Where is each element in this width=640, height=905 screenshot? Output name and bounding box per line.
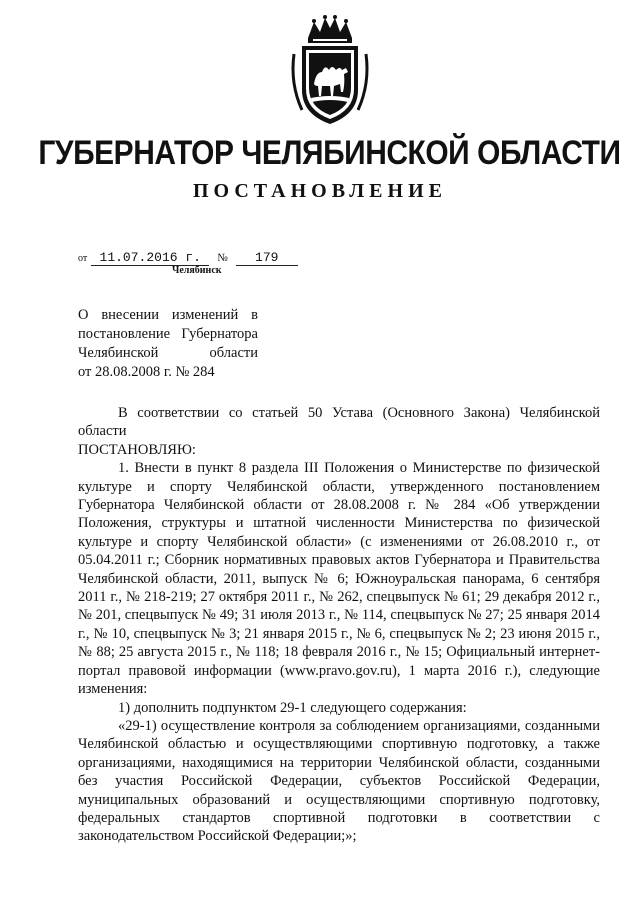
date-field: 11.07.2016 г. — [91, 250, 209, 266]
date-prefix: от — [78, 253, 88, 264]
subject-line: от 28.08.2008 г. № 284 — [78, 364, 215, 380]
coat-of-arms-emblem — [288, 14, 372, 126]
date-number-line — [78, 250, 298, 266]
place-label: Челябинск — [172, 265, 222, 276]
document-body — [78, 404, 600, 846]
subject-line: О внесении изменений в — [78, 307, 258, 323]
number-prefix: № — [217, 252, 228, 264]
document-title: ГУБЕРНАТОР ЧЕЛЯБИНСКОЙ ОБЛАСТИ — [38, 134, 621, 172]
item-1-paragraph: 1. Внести в пункт 8 раздела III Положения о Министерстве по физической культуре и спорту Челябинской области, утвержденного постановлением Губернатора Челябинской области от 28.08.2008 г. № 284 «Об утверждении Положения, структуры и штатной численности Министерства по физической культуре и спорту Челябинской области» (с изменениями от 26.08.2010 г., от 05.04.2011 г.; Сборник нормативных правовых актов Губернатора и Правительства Челябинской области, 2011, выпуск № 6; Южноуральская панорама, 6 сентября 2011 г., № 218-219; 27 октября 2011 г., № 262, спецвыпуск № 61; 29 декабря 2012 г., № 201, спецвыпуск № 49; 31 июля 2013 г., № 114, спецвыпуск № 27; 25 января 2014 г., № 10, спецвыпуск № 3; 21 января 2015 г., № 6, спецвыпуск № 2; 23 июня 2015 г., № 88; 25 августа 2015 г., № 118; 18 февраля 2016 г., № 15; Официальный интернет-портал правовой информации (www.pravo.gov.ru), 1 марта 2016 г.), следующие изменения: — [78, 460, 600, 698]
document-type: ПОСТАНОВЛЕНИЕ — [193, 180, 447, 202]
subject-line: постановление Губернатора — [78, 326, 258, 342]
subitem-1-paragraph: 1) дополнить подпунктом 29-1 следующего содержания: — [118, 699, 467, 716]
preamble-paragraph: В соответствии со статьей 50 Устава (Основного Закона) Челябинской области — [78, 405, 600, 440]
subject-line: Челябинской области — [78, 345, 258, 361]
resolve-heading: ПОСТАНОВЛЯЮ: — [78, 441, 196, 458]
quoted-subitem-paragraph: «29-1) осуществление контроля за соблюдением организациями, созданными Челябинской областью и осуществляющими спортивную подготовку, а также организациями, находящимися на территории Челябинской области, созданными без участия Российской Федерации, субъектов Российской Федерации, муниципальных образований и осуществляющими спортивную подготовку, федеральных стандартов спортивной подготовки в соответствии с законодательством Российской Федерации;»; — [78, 717, 600, 845]
subject-block — [78, 306, 258, 382]
number-field: 179 — [236, 250, 298, 266]
